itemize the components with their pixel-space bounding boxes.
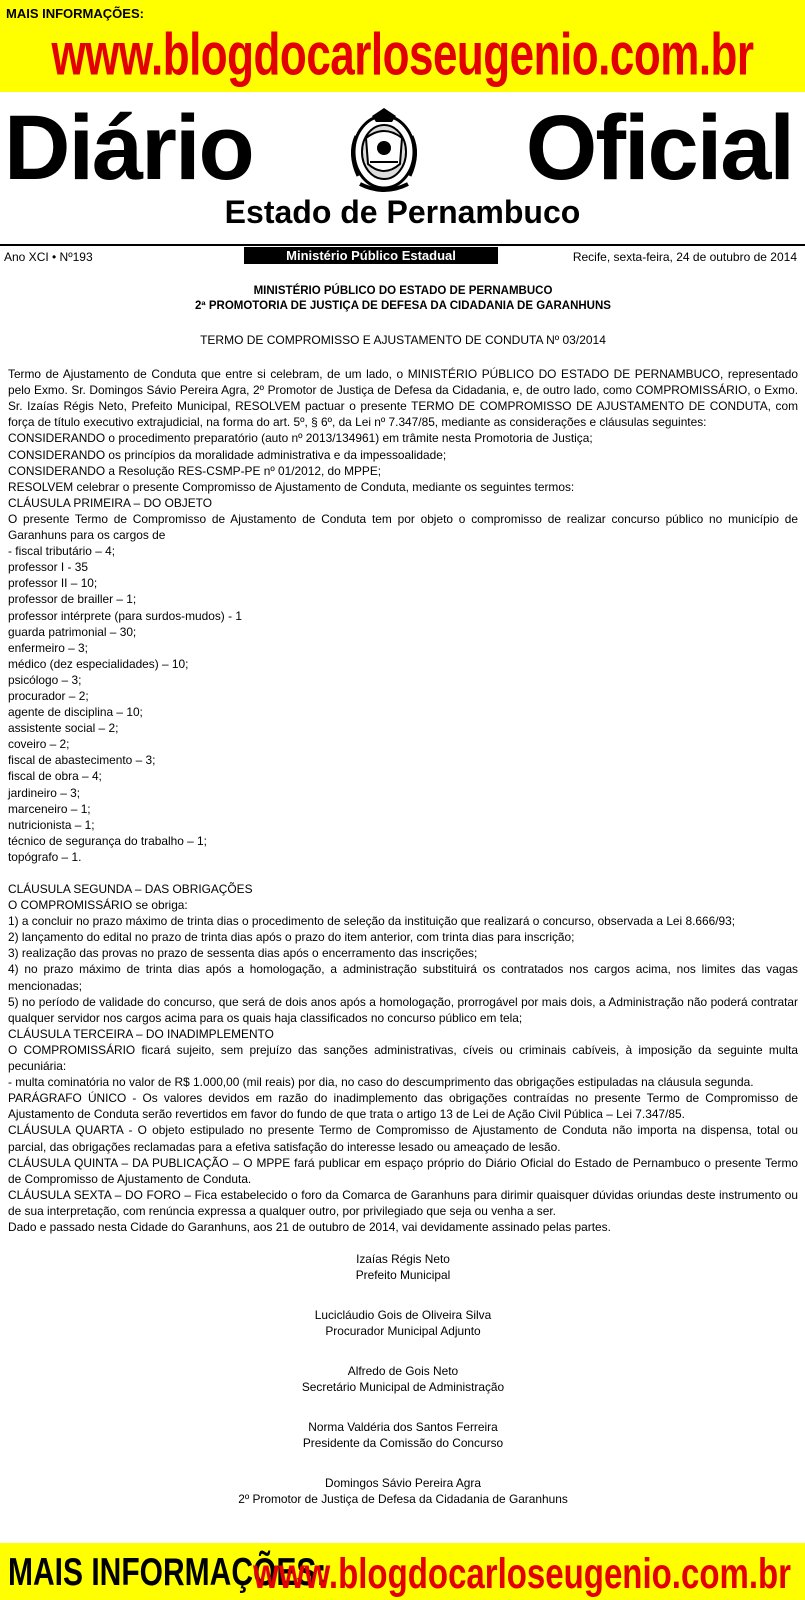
signatory-name: Izaías Régis Neto <box>356 1252 450 1267</box>
issue-date: Recife, sexta-feira, 24 de outubro de 2014 <box>572 250 797 264</box>
signatory-role: Secretário Municipal de Administração <box>301 1380 505 1395</box>
cargos-list <box>8 543 798 865</box>
signatory-name: Lucicláudio Gois de Oliveira Silva <box>314 1308 492 1323</box>
obrigacao-3: 3) realização das provas no prazo de sessenta dias após o encerramento das inscrições; <box>8 946 478 961</box>
resolvem-line: RESOLVEM celebrar o presente Compromisso de Ajustamento de Conduta, mediante os seguintes termos: <box>8 479 575 494</box>
masthead <box>0 97 805 260</box>
considerando-1: CONSIDERANDO o procedimento preparatório (auto nº 2013/134961) em trâmite nesta Promotoria de Justiça; <box>8 431 593 446</box>
divider <box>0 244 805 246</box>
list-item: técnico de segurança do trabalho – 1; <box>8 833 207 848</box>
list-item: coveiro – 2; <box>8 737 70 752</box>
list-item: fiscal de obra – 4; <box>8 769 102 784</box>
section-badge: Ministério Público Estadual <box>244 247 498 264</box>
clausula4: CLÁUSULA QUARTA - O objeto estipulado no presente Termo de Compromisso de Ajustamento de Conduta não importa na dispensa, total ou parcial, das obrigações reclamadas para a efetiva satisfação do interesse lesado ou ameaçado de lesão. <box>8 1123 798 1154</box>
list-item: topógrafo – 1. <box>8 849 82 864</box>
obrigacao-2: 2) lançamento do edital no prazo de trinta dias após o prazo do item anterior, com trinta dias para inscrição; <box>8 930 575 945</box>
list-item: guarda patrimonial – 30; <box>8 624 137 639</box>
clausula3-title: CLÁUSULA TERCEIRA – DO INADIMPLEMENTO <box>8 1026 274 1041</box>
considerando-2: CONSIDERANDO os princípios da moralidade administrativa e da impessoalidade; <box>8 447 447 462</box>
banner-bottom-url[interactable]: www.blogdocarloseugenio.com.br <box>253 1549 791 1598</box>
signature-block <box>8 1307 798 1339</box>
signatory-role: Presidente da Comissão do Concurso <box>302 1436 504 1451</box>
signatory-role: Prefeito Municipal <box>355 1268 451 1283</box>
clausula3-multa: - multa cominatória no valor de R$ 1.000,00 (mil reais) por dia, no caso do descumprimento das obrigações estipuladas na cláusula segunda. <box>8 1075 754 1090</box>
list-item: psicólogo – 3; <box>8 672 82 687</box>
issue-number: Ano XCI • Nº193 <box>4 250 93 264</box>
bottom-banner <box>0 1543 805 1600</box>
list-item: assistente social – 2; <box>8 721 119 736</box>
signatory-role: 2º Promotor de Justiça de Defesa da Cidadania de Garanhuns <box>238 1492 568 1507</box>
signatory-name: Alfredo de Gois Neto <box>347 1364 459 1379</box>
list-item: professor intérprete (para surdos-mudos) - 1 <box>8 608 242 623</box>
signatory-name: Domingos Sávio Pereira Agra <box>325 1476 481 1491</box>
signature-block <box>8 1251 798 1283</box>
doc-header-1: MINISTÉRIO PÚBLICO DO ESTADO DE PERNAMBUCO <box>253 285 553 297</box>
banner-bottom-label: MAIS INFORMAÇÕES: <box>8 1551 327 1594</box>
top-banner <box>0 0 805 92</box>
list-item: jardineiro – 3; <box>8 785 81 800</box>
list-item: enfermeiro – 3; <box>8 640 88 655</box>
signatures <box>8 1251 798 1507</box>
clausula2-intro: O COMPROMISSÁRIO se obriga: <box>8 898 188 913</box>
list-item: fiscal de abastecimento – 3; <box>8 753 156 768</box>
paragrafo-unico: PARÁGRAFO ÚNICO - Os valores devidos em razão do inadimplemento das obrigações contraídas no presente Termo de Compromisso de Ajustamento de Conduta serão revertidos em favor do fundo de que trata o artigo 13 de Lei de Ação Civil Pública – Lei 7.347/85. <box>8 1091 798 1122</box>
clausula3-text: O COMPROMISSÁRIO ficará sujeito, sem prejuízo das sanções administrativas, cíveis ou criminais cabíveis, à imposição da seguinte multa pecuniária: <box>8 1042 798 1074</box>
signature-block <box>8 1419 798 1451</box>
signature-block <box>8 1475 798 1507</box>
document-body <box>8 284 798 1531</box>
masthead-title-right: Oficial <box>525 97 793 199</box>
masthead-subtitle: Estado de Pernambuco <box>224 194 581 230</box>
list-item: professor II – 10; <box>8 576 98 591</box>
clausula1-title: CLÁUSULA PRIMEIRA – DO OBJETO <box>8 495 212 510</box>
considerando-3: CONSIDERANDO a Resolução RES-CSMP-PE nº 01/2012, do MPPE; <box>8 463 382 478</box>
list-item: marceneiro – 1; <box>8 801 91 816</box>
signature-block <box>8 1363 798 1395</box>
clausula5: CLÁUSULA QUINTA – DA PUBLICAÇÃO – O MPPE fará publicar em espaço próprio do Diário Oficial do Estado de Pernambuco o presente Termo de Compromisso de Ajustamento de Conduta. <box>8 1155 798 1186</box>
masthead-title-left: Diário <box>4 97 253 199</box>
list-item: - fiscal tributário – 4; <box>8 544 116 559</box>
obrigacao-1: 1) a concluir no prazo máximo de trinta dias o procedimento de seleção da instituição que realizará o concurso, observada a Lei 8.666/93; <box>8 914 736 929</box>
list-item: médico (dez especialidades) – 10; <box>8 656 189 671</box>
spacer <box>8 865 798 881</box>
list-item: professor de brailler – 1; <box>8 592 137 607</box>
clausula2-title: CLÁUSULA SEGUNDA – DAS OBRIGAÇÕES <box>8 882 253 896</box>
list-item: procurador – 2; <box>8 688 89 703</box>
coat-of-arms-seal-icon <box>344 106 424 196</box>
termo-title: TERMO DE COMPROMISSO E AJUSTAMENTO DE CONDUTA Nº 03/2014 <box>200 333 606 347</box>
issue-info-bar <box>0 244 805 264</box>
doc-header-2: 2ª PROMOTORIA DE JUSTIÇA DE DEFESA DA CIDADANIA DE GARANHUNS <box>195 300 611 312</box>
signatory-name: Norma Valdéria dos Santos Ferreira <box>308 1420 498 1435</box>
signatory-role: Procurador Municipal Adjunto <box>325 1324 481 1339</box>
fecho: Dado e passado nesta Cidade do Garanhuns, aos 21 de outubro de 2014, vai devidamente assinado pelas partes. <box>8 1219 611 1234</box>
list-item: nutricionista – 1; <box>8 817 95 832</box>
obrigacao-5: 5) no período de validade do concurso, que será de dois anos após a homologação, prorrogável por mais dois, a Administração não poderá contratar qualquer servidor nos cargos acima para os quais haja classificados no concurso público em tela; <box>8 994 798 1025</box>
intro-paragraph: Termo de Ajustamento de Conduta que entre si celebram, de um lado, o MINISTÉRIO PÚBLICO DO ESTADO DE PERNAMBUCO, representado pelo Exmo. Sr. Domingos Sávio Pereira Agra, 2º Promotor de Justiça de Defesa da Cidadania, e, de outro lado, como COMPROMISSÁRIO, o Exmo. Sr. Izaías Régis Neto, Prefeito Municipal, RESOLVEM pactuar o presente TERMO DE COMPROMISSO DE AJUSTAMENTO DE CONDUTA, com força de título executivo extrajudicial, na forma do art. 5º, § 6º, da Lei nº 7.347/85, mediante as considerações e cláusulas seguintes: <box>8 367 798 430</box>
obrigacao-4: 4) no prazo máximo de trinta dias após a homologação, a administração substituirá os contratados nos cargos acima, nos limites das vagas mencionadas; <box>8 962 798 993</box>
banner-top-label: MAIS INFORMAÇÕES: <box>6 6 144 21</box>
list-item: agente de disciplina – 10; <box>8 705 143 720</box>
clausula6: CLÁUSULA SEXTA – DO FORO – Fica estabelecido o foro da Comarca de Garanhuns para dirimir quaisquer dúvidas oriundas deste instrumento ou de sua interpretação, com renúncia expressa a qualquer outro, por privilegiado que seja ou venha a ser. <box>8 1187 798 1218</box>
banner-top-url[interactable]: www.blogdocarloseugenio.com.br <box>51 22 754 89</box>
list-item: professor I - 35 <box>8 560 88 575</box>
clausula1-text: O presente Termo de Compromisso de Ajustamento de Conduta tem por objeto o compromisso de realizar concurso público no município de Garanhuns para os cargos de <box>8 511 798 543</box>
